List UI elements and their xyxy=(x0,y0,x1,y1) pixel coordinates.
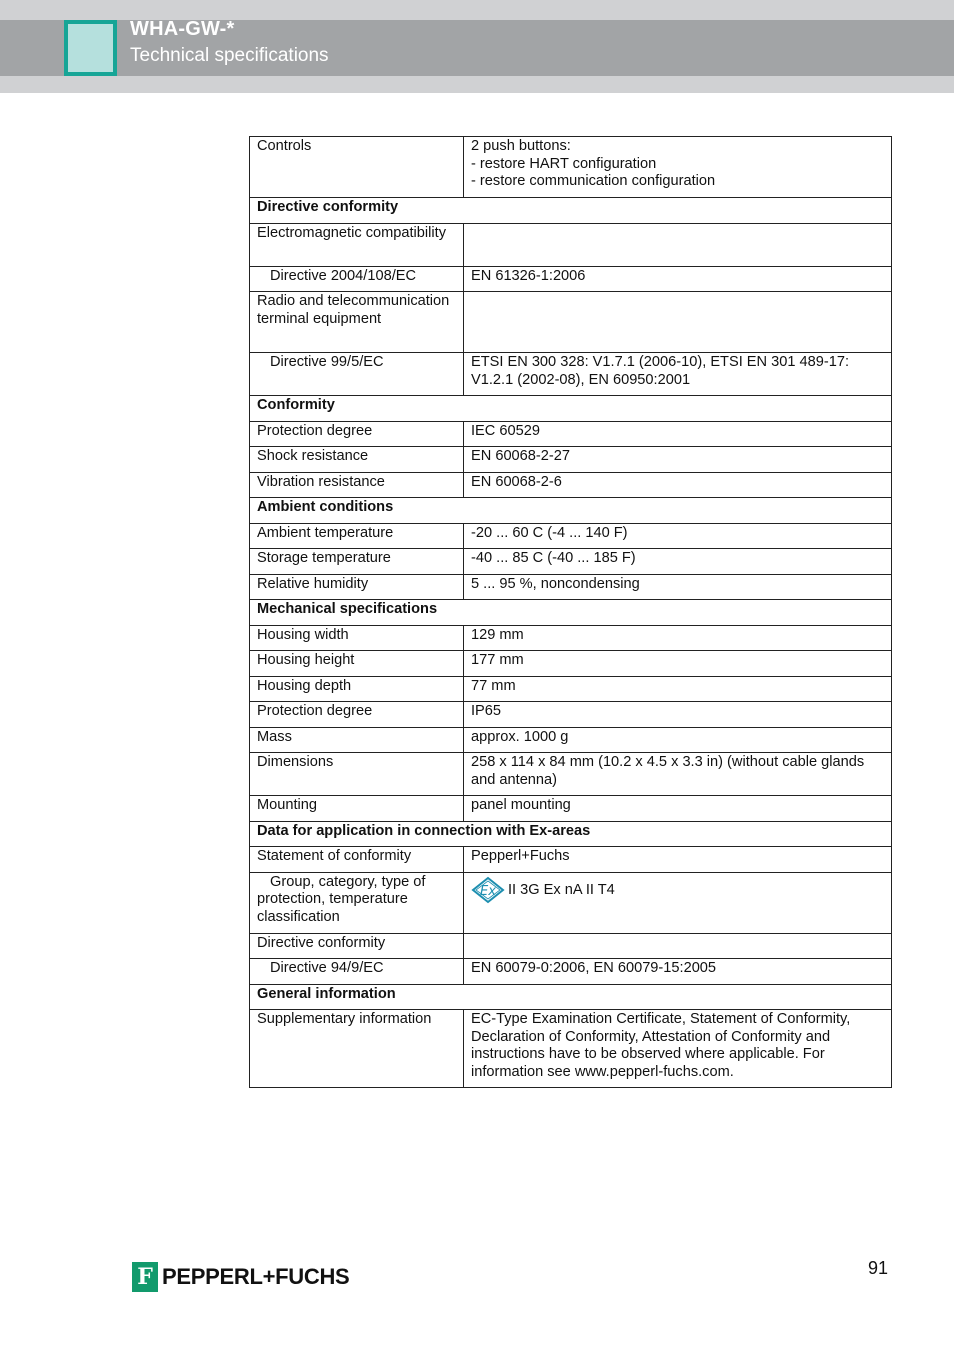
table-row xyxy=(250,292,892,353)
logo-mark-icon: F xyxy=(132,1262,158,1292)
row-label: Vibration resistance xyxy=(250,472,464,498)
table-row xyxy=(250,353,892,396)
table-row xyxy=(250,933,892,959)
row-value xyxy=(464,872,892,933)
table-row xyxy=(250,1010,892,1088)
table-row xyxy=(250,676,892,702)
table-row xyxy=(250,523,892,549)
row-label: Housing width xyxy=(250,625,464,651)
ex-marking-text: II 3G Ex nA II T4 xyxy=(508,881,615,898)
row-label: Mounting xyxy=(250,796,464,822)
row-label: Relative humidity xyxy=(250,574,464,600)
spec-table xyxy=(249,136,892,1088)
row-value: EN 61326-1:2006 xyxy=(464,266,892,292)
row-value: Pepperl+Fuchs xyxy=(464,847,892,873)
row-value: EC-Type Examination Certificate, Statement of Conformity, Declaration of Conformity, Attestation of Conformity and instructions have to be observed where applicable. For information see www.pepperl-fuchs.com. xyxy=(464,1010,892,1088)
table-row xyxy=(250,549,892,575)
row-label: Supplementary information xyxy=(250,1010,464,1088)
row-label-text: Group, category, type of protection, temperature classification xyxy=(257,873,426,925)
section-title: Mechanical specifications xyxy=(250,600,892,626)
row-value: IEC 60529 xyxy=(464,421,892,447)
table-row xyxy=(250,872,892,933)
table-row xyxy=(250,702,892,728)
row-label: Shock resistance xyxy=(250,447,464,473)
row-value: 177 mm xyxy=(464,651,892,677)
row-label: Housing height xyxy=(250,651,464,677)
row-value: 129 mm xyxy=(464,625,892,651)
brand-name: PEPPERL+FUCHS xyxy=(162,1264,350,1289)
row-value: -20 ... 60 C (-4 ... 140 F) xyxy=(464,523,892,549)
row-label: Directive 2004/108/EC xyxy=(250,266,464,292)
row-label: Directive conformity xyxy=(250,933,464,959)
row-label: Electromagnetic compatibility xyxy=(250,223,464,266)
row-label: Ambient temperature xyxy=(250,523,464,549)
row-value: panel mounting xyxy=(464,796,892,822)
row-value: EN 60068-2-27 xyxy=(464,447,892,473)
table-row xyxy=(250,421,892,447)
row-label: Housing depth xyxy=(250,676,464,702)
section-row xyxy=(250,396,892,422)
document-subtitle: Technical specifications xyxy=(130,45,329,66)
svg-text:Ex: Ex xyxy=(480,883,496,899)
row-label: Statement of conformity xyxy=(250,847,464,873)
row-value xyxy=(464,292,892,353)
row-value xyxy=(464,223,892,266)
table-row xyxy=(250,727,892,753)
row-value: -40 ... 85 C (-40 ... 185 F) xyxy=(464,549,892,575)
table-row xyxy=(250,266,892,292)
row-value: approx. 1000 g xyxy=(464,727,892,753)
document-title: WHA-GW-* xyxy=(130,18,235,40)
section-title: Ambient conditions xyxy=(250,498,892,524)
section-row xyxy=(250,198,892,224)
row-label: Directive 99/5/EC xyxy=(250,353,464,396)
row-label: Directive 94/9/EC xyxy=(250,959,464,985)
section-row xyxy=(250,600,892,626)
row-label: Controls xyxy=(250,137,464,198)
row-value: IP65 xyxy=(464,702,892,728)
row-value: ETSI EN 300 328: V1.7.1 (2006-10), ETSI EN 301 489-17: V1.2.1 (2002-08), EN 60950:2001 xyxy=(464,353,892,396)
section-title: Data for application in connection with Ex-areas xyxy=(250,821,892,847)
table-row xyxy=(250,574,892,600)
table-row xyxy=(250,753,892,796)
table-row xyxy=(250,959,892,985)
row-label: Protection degree xyxy=(250,421,464,447)
row-label xyxy=(250,872,464,933)
row-value: EN 60079-0:2006, EN 60079-15:2005 xyxy=(464,959,892,985)
header-square-icon xyxy=(64,20,117,76)
row-label: Storage temperature xyxy=(250,549,464,575)
brand-logo xyxy=(132,1262,349,1292)
section-title: Conformity xyxy=(250,396,892,422)
row-value xyxy=(464,933,892,959)
row-value: 258 x 114 x 84 mm (10.2 x 4.5 x 3.3 in) (without cable glands and antenna) xyxy=(464,753,892,796)
table-row xyxy=(250,847,892,873)
section-row xyxy=(250,984,892,1010)
row-value: 5 ... 95 %, noncondensing xyxy=(464,574,892,600)
row-label: Protection degree xyxy=(250,702,464,728)
page-number: 91 xyxy=(868,1258,889,1278)
section-row xyxy=(250,498,892,524)
table-row xyxy=(250,472,892,498)
row-value: 2 push buttons: - restore HART configuration - restore communication configuration xyxy=(464,137,892,198)
section-title: General information xyxy=(250,984,892,1010)
table-row xyxy=(250,447,892,473)
row-value: EN 60068-2-6 xyxy=(464,472,892,498)
table-row xyxy=(250,796,892,822)
row-value: 77 mm xyxy=(464,676,892,702)
table-row xyxy=(250,625,892,651)
row-label: Radio and telecommunication terminal equipment xyxy=(250,292,464,353)
ex-icon xyxy=(471,876,505,904)
row-label: Dimensions xyxy=(250,753,464,796)
section-title: Directive conformity xyxy=(250,198,892,224)
row-label: Mass xyxy=(250,727,464,753)
section-row xyxy=(250,821,892,847)
table-row xyxy=(250,651,892,677)
table-row xyxy=(250,223,892,266)
table-row xyxy=(250,137,892,198)
